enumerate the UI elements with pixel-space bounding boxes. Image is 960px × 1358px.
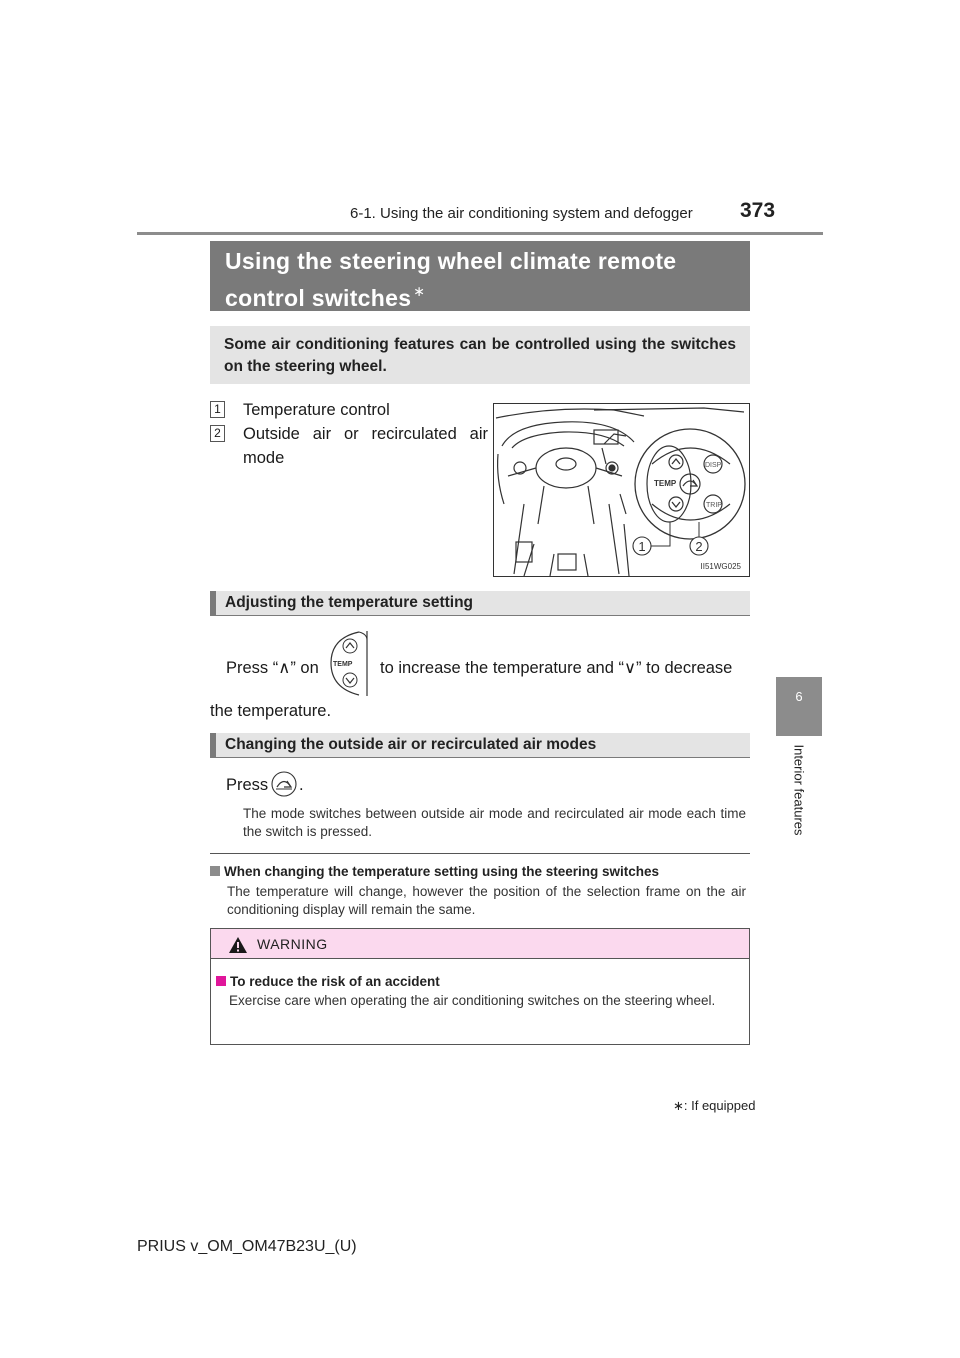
temp-icon-label: TEMP bbox=[333, 661, 353, 668]
chapter-number: 6 bbox=[795, 689, 803, 704]
intro-summary: Some air conditioning features can be controlled using the switches on the steering wheel. bbox=[210, 326, 750, 384]
warning-triangle-icon bbox=[228, 936, 248, 954]
steering-wheel-figure bbox=[493, 403, 750, 577]
air-mode-note: The mode switches between outside air mode and recirculated air mode each time the switch is pressed. bbox=[243, 806, 746, 839]
section-heading-temperature: Adjusting the temperature setting bbox=[210, 591, 750, 616]
temp-instruction-part1: Press “∧” on bbox=[226, 659, 319, 677]
warning-subheading bbox=[216, 974, 440, 989]
callout-1: 1 bbox=[638, 539, 646, 554]
if-equipped-mark: ∗ bbox=[413, 283, 426, 299]
chapter-tab bbox=[776, 677, 822, 736]
page-title bbox=[210, 241, 750, 311]
section-heading-air-mode: Changing the outside air or recirculated air modes bbox=[210, 733, 750, 758]
item-text: Outside air or recirculated air mode bbox=[243, 425, 488, 467]
warning-text: Exercise care when operating the air conditioning switches on the steering wheel. bbox=[229, 993, 716, 1008]
note-heading-text: When changing the temperature setting using the steering switches bbox=[224, 864, 660, 879]
item-text: Temperature control bbox=[243, 401, 390, 419]
figure-code: II51WG025 bbox=[700, 562, 741, 571]
chapter-label: Interior features bbox=[791, 744, 807, 836]
document-code: PRIUS v_OM_OM47B23U_(U) bbox=[137, 1238, 357, 1255]
note-heading bbox=[210, 864, 659, 879]
warning-title: WARNING bbox=[257, 936, 328, 952]
air-mode-press: Press bbox=[226, 776, 269, 794]
list-item bbox=[210, 422, 488, 472]
temp-instruction-line2: the temperature. bbox=[210, 702, 332, 720]
square-bullet-icon bbox=[216, 976, 226, 986]
temp-switch-icon bbox=[325, 630, 377, 697]
callout-2: 2 bbox=[695, 539, 703, 554]
warning-box bbox=[210, 928, 750, 1045]
page-number: 373 bbox=[740, 199, 776, 222]
square-bullet-icon bbox=[210, 866, 220, 876]
warning-subheading-text: To reduce the risk of an accident bbox=[230, 974, 440, 989]
item-number: 1 bbox=[210, 401, 225, 418]
section-header: 6-1. Using the air conditioning system and defogger bbox=[350, 205, 693, 222]
warning-header bbox=[211, 929, 749, 959]
recirculation-button-icon bbox=[271, 771, 297, 797]
temp-instruction-part2: to increase the temperature and “∨” to decrease bbox=[380, 659, 733, 677]
list-item bbox=[210, 398, 485, 424]
disp-label: DISP bbox=[705, 462, 722, 469]
note-text: The temperature will change, however the position of the selection frame on the air conditioning display will remain the same. bbox=[227, 884, 746, 917]
item-number: 2 bbox=[210, 425, 225, 442]
footnote: ∗: If equipped bbox=[673, 1098, 756, 1113]
note-divider bbox=[210, 853, 750, 854]
temp-label: TEMP bbox=[654, 479, 677, 488]
air-mode-period: . bbox=[299, 776, 304, 794]
page-title-text: Using the steering wheel climate remote control switches bbox=[225, 248, 677, 311]
trip-label: TRIP bbox=[706, 502, 722, 509]
steering-wheel-illustration bbox=[494, 404, 750, 577]
header-divider bbox=[137, 232, 823, 235]
